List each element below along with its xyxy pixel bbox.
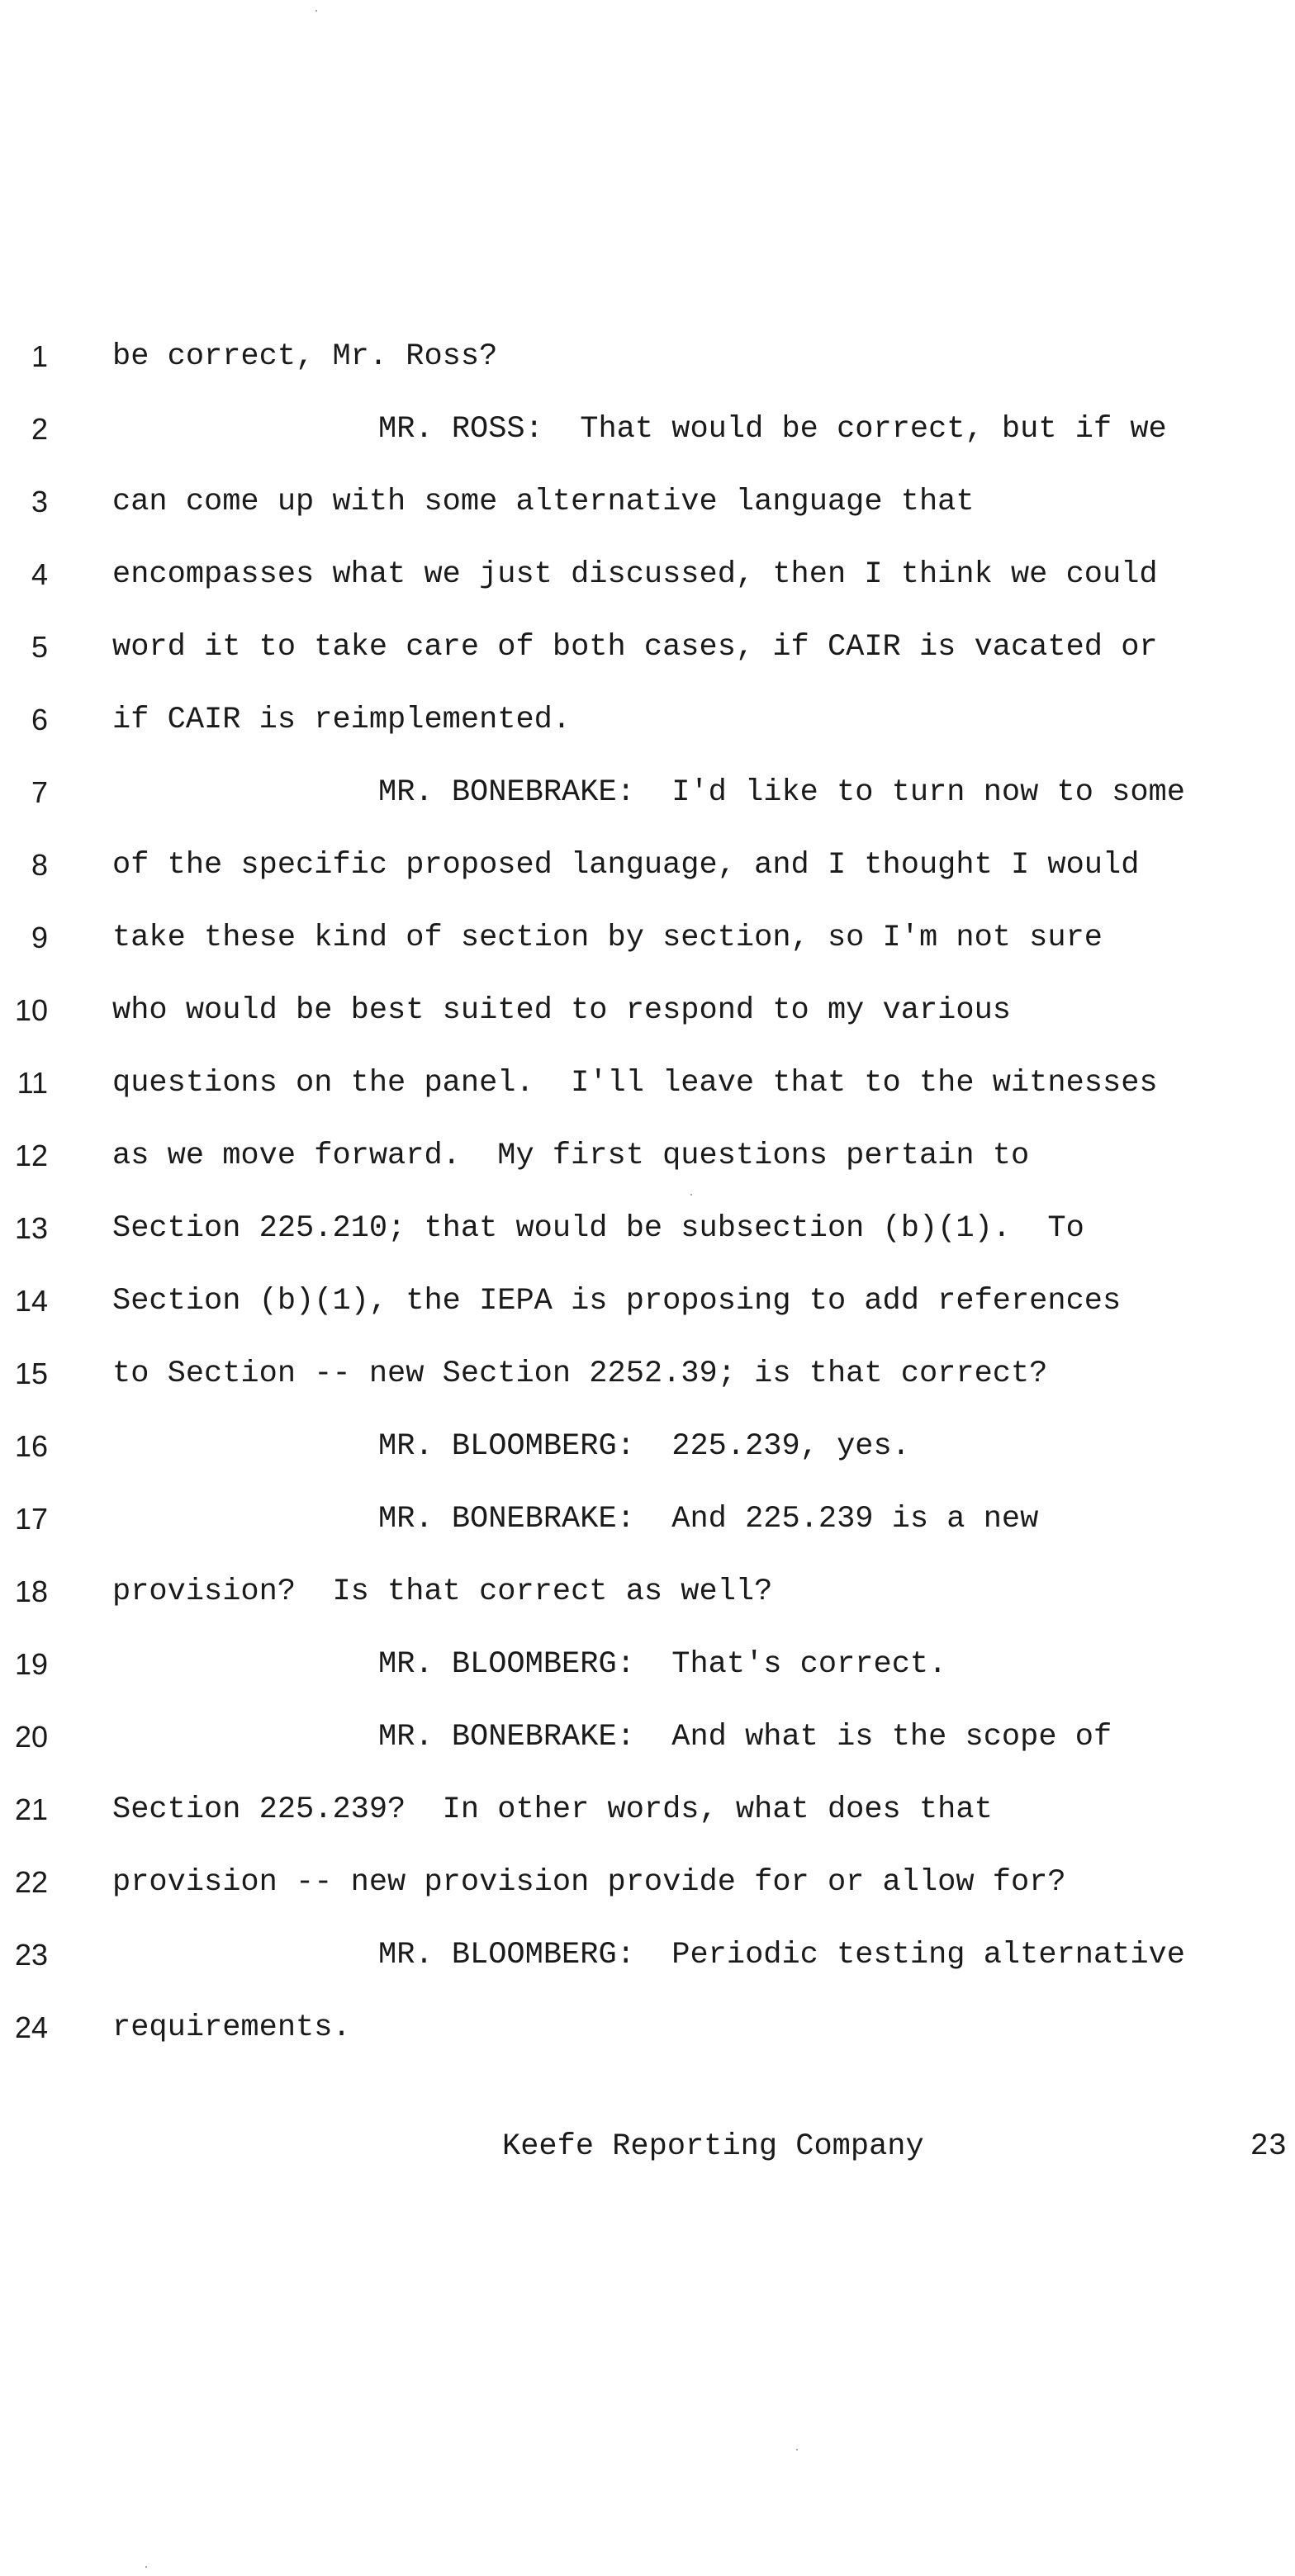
transcript-line (0, 1858, 1295, 1930)
page-footer (0, 2122, 1295, 2171)
line-number: 15 (14, 1357, 48, 1390)
transcript-line (0, 405, 1295, 477)
scan-speck (145, 2566, 147, 2568)
line-number: 5 (31, 630, 48, 664)
line-number: 24 (14, 2010, 48, 2044)
line-number: 22 (14, 1865, 48, 1899)
line-text: encompasses what we just discussed, then I think we could (112, 557, 1158, 592)
transcript-line (0, 1494, 1295, 1567)
transcript-line (0, 332, 1295, 405)
transcript-body (0, 332, 1295, 2076)
line-text: Section 225.210; that would be subsection (b)(1). To (112, 1211, 1084, 1246)
line-number: 12 (14, 1139, 48, 1172)
line-text: Section 225.239? In other words, what does that (112, 1792, 993, 1827)
transcript-line (0, 1930, 1295, 2003)
line-text: word it to take care of both cases, if CAIR is vacated or (112, 630, 1158, 665)
line-number: 6 (31, 703, 48, 736)
transcript-line (0, 1567, 1295, 1640)
line-number: 18 (14, 1574, 48, 1608)
transcript-line (0, 477, 1295, 550)
transcript-line (0, 1785, 1295, 1858)
line-text: as we move forward. My first questions pertain to (112, 1139, 1030, 1173)
transcript-line (0, 768, 1295, 841)
transcript-line (0, 1422, 1295, 1494)
transcript-line (0, 1131, 1295, 1204)
line-text: MR. BONEBRAKE: And 225.239 is a new (378, 1502, 1039, 1537)
scan-speck (315, 10, 317, 12)
page-number: 23 (1250, 2129, 1287, 2164)
line-number: 11 (17, 1066, 48, 1100)
line-number: 13 (14, 1211, 48, 1245)
line-text: MR. BLOOMBERG: Periodic testing alternative (378, 1938, 1185, 1972)
line-number: 9 (31, 921, 48, 954)
reporting-company: Keefe Reporting Company (502, 2129, 924, 2164)
scan-speck (796, 2449, 798, 2451)
line-number: 10 (14, 993, 48, 1027)
line-text: MR. ROSS: That would be correct, but if we (378, 412, 1167, 447)
line-number: 8 (31, 848, 48, 882)
line-text: questions on the panel. I'll leave that to the witnesses (112, 1066, 1158, 1101)
transcript-line (0, 913, 1295, 986)
line-text: who would be best suited to respond to my various (112, 993, 1011, 1028)
line-number: 17 (14, 1502, 48, 1536)
line-text: be correct, Mr. Ross? (112, 339, 498, 374)
transcript-line (0, 1712, 1295, 1785)
transcript-line (0, 1276, 1295, 1349)
line-number: 23 (14, 1938, 48, 1972)
line-number: 20 (14, 1720, 48, 1754)
transcript-line (0, 2003, 1295, 2076)
line-text: Section (b)(1), the IEPA is proposing to add references (112, 1284, 1122, 1319)
line-number: 7 (31, 775, 48, 809)
line-text: if CAIR is reimplemented. (112, 703, 572, 737)
line-text: provision -- new provision provide for or allow for? (112, 1865, 1066, 1900)
line-text: to Section -- new Section 2252.39; is that correct? (112, 1357, 1048, 1391)
line-text: can come up with some alternative language that (112, 485, 975, 519)
line-number: 19 (14, 1647, 48, 1681)
line-number: 14 (14, 1284, 48, 1318)
line-number: 4 (31, 557, 48, 591)
line-text: requirements. (112, 2010, 351, 2045)
transcript-line (0, 841, 1295, 913)
line-number: 16 (14, 1429, 48, 1463)
transcript-line (0, 695, 1295, 768)
line-number: 2 (31, 412, 48, 446)
line-text: MR. BLOOMBERG: That's correct. (378, 1647, 947, 1682)
line-text: MR. BLOOMBERG: 225.239, yes. (378, 1429, 910, 1464)
line-text: MR. BONEBRAKE: And what is the scope of (378, 1720, 1112, 1754)
line-text: of the specific proposed language, and I thought I would (112, 848, 1140, 883)
transcript-line (0, 1058, 1295, 1131)
line-text: take these kind of section by section, so I'm not sure (112, 921, 1103, 955)
transcript-line (0, 550, 1295, 623)
transcript-line (0, 1204, 1295, 1276)
line-text: MR. BONEBRAKE: I'd like to turn now to some (378, 775, 1185, 810)
line-number: 1 (31, 339, 48, 373)
line-text: provision? Is that correct as well? (112, 1574, 773, 1609)
transcript-line (0, 1640, 1295, 1712)
transcript-line (0, 1349, 1295, 1422)
line-number: 3 (31, 485, 48, 519)
transcript-line (0, 623, 1295, 695)
line-number: 21 (14, 1792, 48, 1826)
transcript-line (0, 986, 1295, 1058)
